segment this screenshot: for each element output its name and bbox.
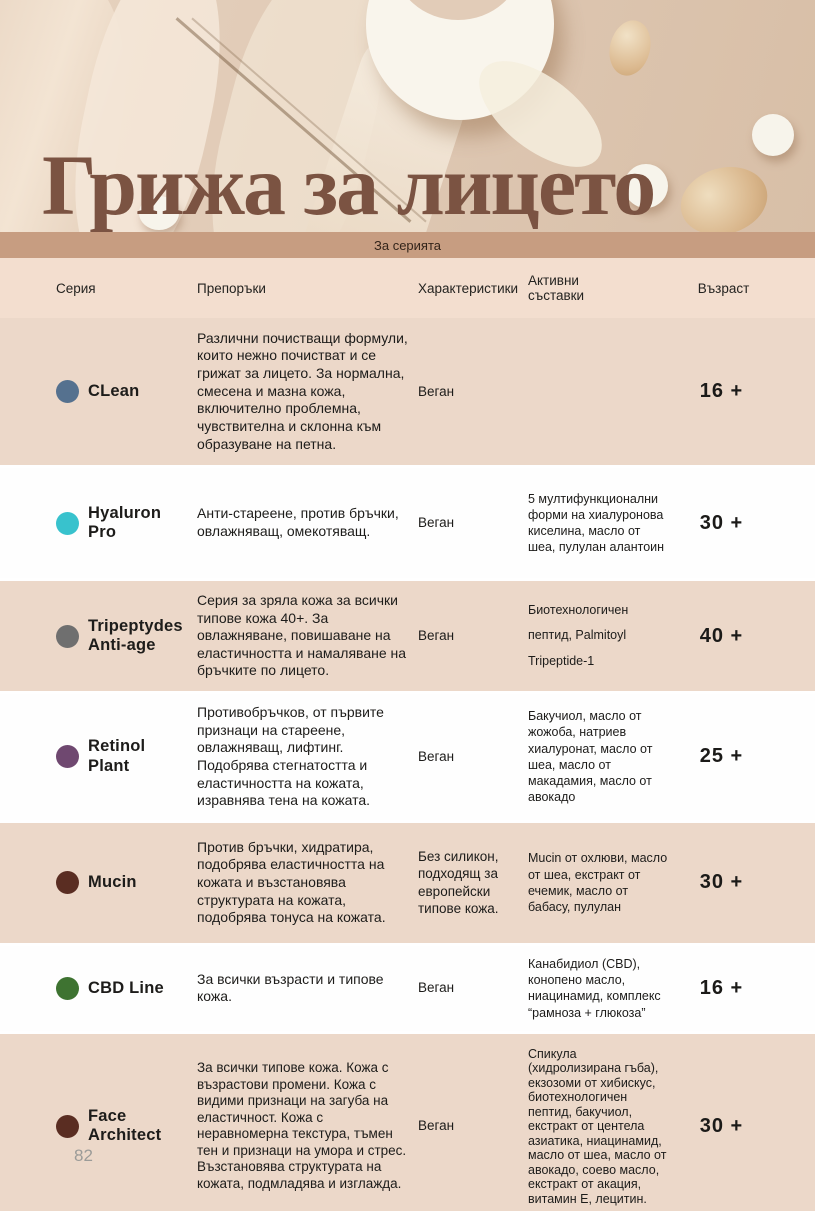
recommendations-cell: Против бръчки, хидратира, подобрява еластичността на кожата и възстановява структурата на кожата, подобрява тонуса на кожата. xyxy=(197,838,386,926)
series-name: Face Architect xyxy=(88,1106,162,1145)
ingredients-cell: Биотехнологичен пептид, Palmitoyl Tripeptide-1 xyxy=(528,602,629,668)
ingredients-cell: Mucin от охлюви, масло от шеа, екстракт от ечемик, масло от бабасу, пулулан xyxy=(528,851,668,914)
recommendations-cell: Противобръчков, от първите признаци на стареене, овлажняващ, лифтинг. Подобрява стегнатостта и еластичността на кожата, изравнява тена на кожата. xyxy=(197,704,384,809)
recommendations-cell: За всички типове кожа. Кожа с възрастови промени. Кожа с видими признаци на загуба на еластичност. Кожа с неравномерна текстура, тъмен тен и признаци на умора и стрес. Възстановява структурата на кожата, подмладява и изглажда. xyxy=(197,1060,407,1191)
series-name: CBD Line xyxy=(88,978,164,997)
page-number: 82 xyxy=(74,1146,93,1165)
age-cell: 30 + xyxy=(699,1114,744,1137)
characteristics-cell: Веган xyxy=(418,628,455,644)
characteristics-cell: Веган xyxy=(418,383,455,399)
table-row xyxy=(0,318,815,465)
table-row xyxy=(0,946,815,1031)
series-color-dot xyxy=(56,625,79,648)
age-cell: 16 + xyxy=(699,976,744,999)
age-cell: 16 + xyxy=(699,380,744,402)
series-cell xyxy=(56,967,197,1010)
series-name: CLean xyxy=(88,381,140,400)
table-header-row xyxy=(0,258,815,318)
ingredients-cell: Бакучиол, масло от жожоба, натриев хиалуронат, масло от шеа, масло от макадамия, масло от авокадо xyxy=(528,709,653,805)
hero-image xyxy=(0,0,815,232)
series-name: Hyaluron Pro xyxy=(88,503,162,541)
series-color-dot xyxy=(56,1115,79,1138)
recommendations-cell: Серия за зряла кожа за всички типове кожа 40+. За овлажняване, повишаване на еластичността и намаляване на бръчките по лицето. xyxy=(197,591,407,679)
ingredients-cell: Спикула (хидролизирана гъба), екзозоми от хибискус, биотехнологичен пептид, бакучиол, екстракт от центела азиатика, ниацинамид, масло от шеа, масло от авокадо, соево масло, екстракт от акация, витамин Е, лецитин. xyxy=(528,1046,667,1206)
column-header-recommendations: Препоръки xyxy=(197,280,266,296)
column-header-characteristics: Характеристики xyxy=(418,280,519,296)
table-row xyxy=(0,1034,815,1211)
cream-ball-decoration xyxy=(752,114,794,156)
section-bar: За серията xyxy=(0,232,815,258)
series-name: Retinol Plant xyxy=(88,737,146,775)
recommendations-cell: За всички възрасти и типове кожа. xyxy=(197,970,384,1005)
series-color-dot xyxy=(56,745,79,768)
series-cell xyxy=(56,494,197,553)
age-cell: 25 + xyxy=(699,745,744,768)
characteristics-cell: Веган xyxy=(418,980,455,996)
series-cell xyxy=(56,861,197,904)
series-cell xyxy=(56,607,197,666)
age-cell: 40 + xyxy=(699,624,744,647)
gel-drop-decoration xyxy=(673,157,776,232)
characteristics-cell: Веган xyxy=(418,515,455,531)
series-cell xyxy=(56,727,197,786)
table-row xyxy=(0,823,815,943)
series-color-dot xyxy=(56,977,79,1000)
recommendations-cell: Различни почистващи формули, които нежно почистват и се грижат за лицето. За нормална, смесена и мазна кожа, включително проблемна, чувствителна и склонна към образуване на петна. xyxy=(197,329,408,452)
series-name: Mucin xyxy=(88,873,137,892)
series-cell xyxy=(56,370,197,413)
table-row xyxy=(0,468,815,578)
characteristics-cell: Веган xyxy=(418,749,455,765)
table-row xyxy=(0,581,815,691)
characteristics-cell: Без силикон, подходящ за европейски типове кожа. xyxy=(418,848,499,917)
characteristics-cell: Веган xyxy=(418,1118,455,1134)
series-color-dot xyxy=(56,871,79,894)
page-title: Грижа за лицето xyxy=(42,136,655,232)
ingredients-cell: 5 мултифункционални форми на хиалуронова киселина, масло от шеа, пулулан алантоин xyxy=(528,491,665,555)
recommendations-cell: Анти-стареене, против бръчки, овлажняващ, омекотяващ. xyxy=(197,505,399,539)
ingredients-cell: Канабидиол (CBD), конопено масло, ниацинамид, комплекс “рамноза + глюкоза” xyxy=(528,956,661,1020)
gel-drop-decoration xyxy=(604,16,656,80)
column-header-ingredients: Активни съставки xyxy=(528,273,585,303)
series-color-dot xyxy=(56,380,79,403)
series-name: Tripeptydes Anti-age xyxy=(88,616,183,654)
column-header-age: Възраст xyxy=(697,280,750,296)
age-cell: 30 + xyxy=(699,871,744,894)
column-header-series: Серия xyxy=(56,280,96,296)
series-color-dot xyxy=(56,512,79,535)
age-cell: 30 + xyxy=(699,511,744,534)
ingredients-cell xyxy=(528,382,678,402)
table-row xyxy=(0,694,815,820)
